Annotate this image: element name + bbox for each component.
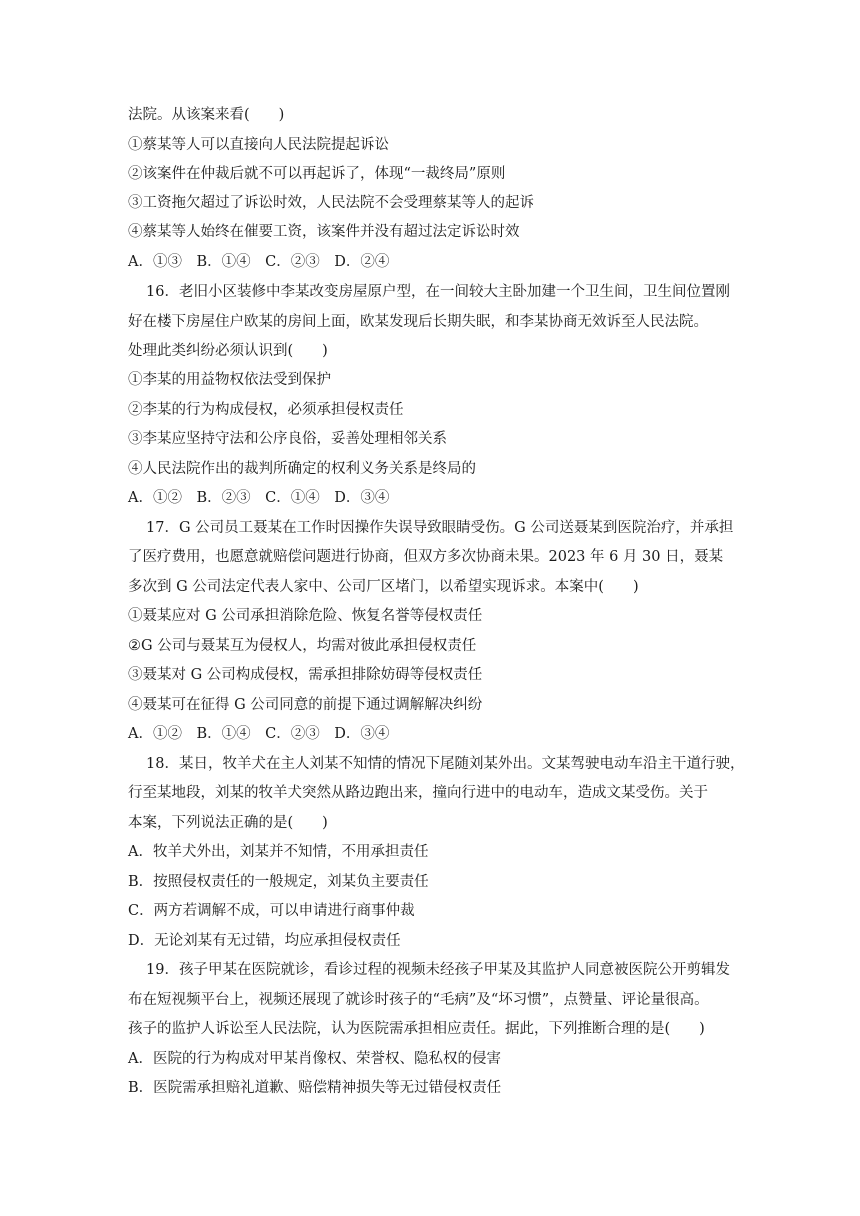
option-line: ③工资拖欠超过了诉讼时效，人民法院不会受理蔡某等人的起诉 xyxy=(128,195,534,211)
option-line: ②G 公司与聂某互为侵权人，均需对彼此承担侵权责任 xyxy=(128,638,477,654)
text-line: 了医疗费用，也愿意就赔偿问题进行协商，但双方多次协商未果。2023 年 6 月 30 日，聂某 xyxy=(128,549,724,565)
option-line: D．无论刘某有无过错，均应承担侵权责任 xyxy=(128,933,401,949)
text-line: 处理此类纠纷必须认识到( ) xyxy=(128,343,328,359)
option-line: ④聂某可在征得 G 公司同意的前提下通过调解解决纠纷 xyxy=(128,697,483,713)
text-line: 法院。从该案来看( ) xyxy=(128,107,285,123)
option-line: ③聂某对 G 公司构成侵权，需承担排除妨碍等侵权责任 xyxy=(128,667,483,683)
text-line: 行至某地段，刘某的牧羊犬突然从路边跑出来，撞向行进中的电动车，造成文某受伤。关于 xyxy=(128,785,708,801)
option-line: ②李某的行为构成侵权，必须承担侵权责任 xyxy=(128,402,404,418)
answer-choices: A．①③ B．①④ C．②③ D．②④ xyxy=(128,254,390,270)
option-line: ①聂某应对 G 公司承担消除危险、恢复名誉等侵权责任 xyxy=(128,608,483,624)
text-line: 布在短视频平台上，视频还展现了就诊时孩子的“毛病”及“坏习惯”，点赞量、评论量很高。 xyxy=(128,992,709,1008)
text-line: 好在楼下房屋住户欧某的房间上面，欧某发现后长期失眠，和李某协商无效诉至人民法院。 xyxy=(128,314,708,330)
option-line: ①蔡某等人可以直接向人民法院提起诉讼 xyxy=(128,137,389,153)
question-17: 17．G 公司员工聂某在工作时因操作失误导致眼睛受伤。G 公司送聂某到医院治疗，并承担 xyxy=(146,520,734,536)
option-line: B．医院需承担赔礼道歉、赔偿精神损失等无过错侵权责任 xyxy=(128,1080,502,1096)
answer-choices: A．①② B．②③ C．①④ D．③④ xyxy=(128,490,390,506)
option-line: A．牧羊犬外出，刘某并不知情，不用承担责任 xyxy=(128,844,429,860)
question-16: 16．老旧小区装修中李某改变房屋原户型，在一间较大主卧加建一个卫生间，卫生间位置刚 xyxy=(146,284,730,300)
option-line: C．两方若调解不成，可以申请进行商事仲裁 xyxy=(128,903,415,919)
question-18: 18．某日，牧羊犬在主人刘某不知情的情况下尾随刘某外出。文某驾驶电动车沿主干道行驶， xyxy=(146,756,745,772)
text-line: 孩子的监护人诉讼至人民法院，认为医院需承担相应责任。据此，下列推断合理的是( ) xyxy=(128,1021,705,1037)
answer-choices: A．①② B．①④ C．②③ D．③④ xyxy=(128,726,390,742)
option-line: ②该案件在仲裁后就不可以再起诉了，体现“一裁终局”原则 xyxy=(128,166,506,182)
option-line: ④人民法院作出的裁判所确定的权利义务关系是终局的 xyxy=(128,461,476,477)
option-line: B．按照侵权责任的一般规定，刘某负主要责任 xyxy=(128,874,429,890)
question-19: 19．孩子甲某在医院就诊，看诊过程的视频未经孩子甲某及其监护人同意被医院公开剪辑发 xyxy=(146,962,730,978)
text-line: 多次到 G 公司法定代表人家中、公司厂区堵门，以希望实现诉求。本案中( ) xyxy=(128,579,639,595)
option-line: ①李某的用益物权依法受到保护 xyxy=(128,372,331,388)
option-line: ④蔡某等人始终在催要工资，该案件并没有超过法定诉讼时效 xyxy=(128,224,520,240)
option-line: A．医院的行为构成对甲某肖像权、荣誉权、隐私权的侵害 xyxy=(128,1051,501,1067)
text-line: 本案，下列说法正确的是( ) xyxy=(128,815,328,831)
option-line: ③李某应坚持守法和公序良俗，妥善处理相邻关系 xyxy=(128,431,447,447)
